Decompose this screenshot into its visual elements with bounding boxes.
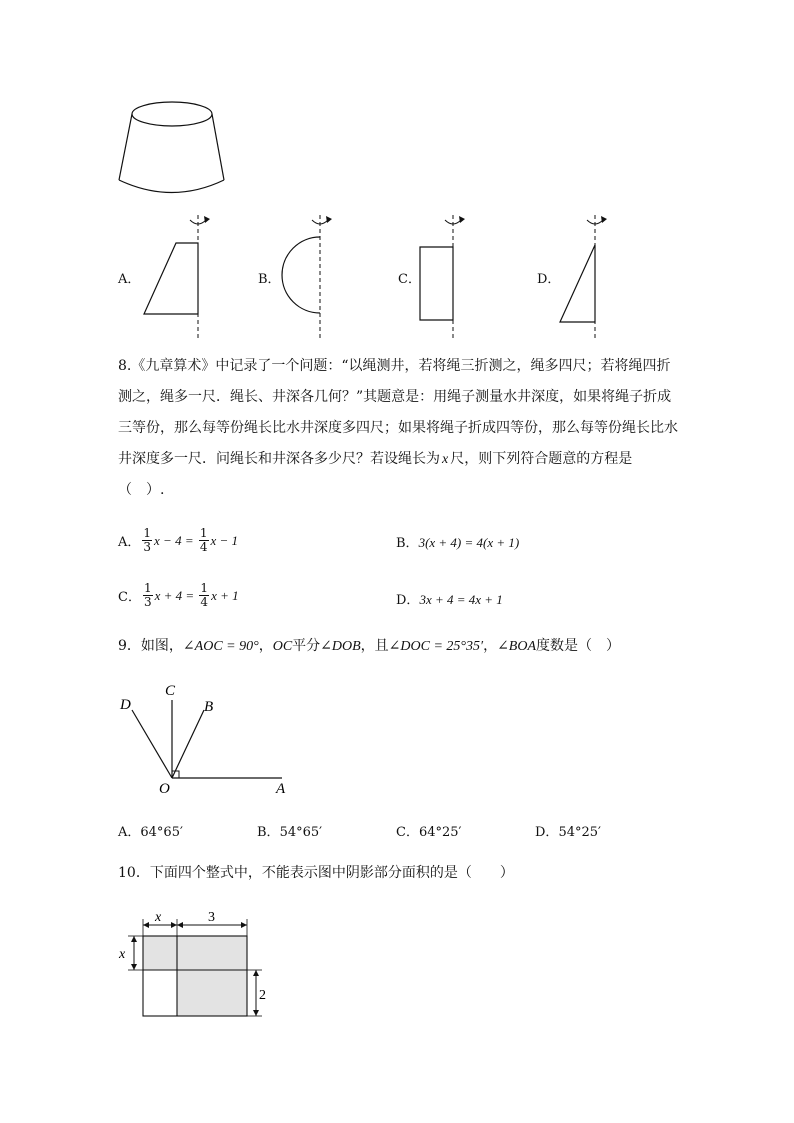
q9-angle-figure — [112, 680, 297, 800]
q9-option-b[interactable] — [257, 821, 322, 840]
q8-line-2: 测之，绳多一尺．绳长、井深各几何？”其题意是：用绳子测量水井深度，如果将绳子折成 — [118, 389, 672, 405]
q8-option-b[interactable] — [396, 532, 519, 551]
q9-stem-e: ， — [483, 638, 498, 654]
q8-option-d-letter: D． — [396, 593, 420, 608]
q9-angle-boa: ∠BOA — [497, 639, 537, 654]
q10-shade-top — [143, 936, 247, 970]
q9-label-c: C — [165, 683, 176, 699]
q9-option-a-letter: A． — [118, 825, 141, 840]
q8-a-frac2-num: 1 — [199, 526, 208, 540]
q7-option-b-label[interactable]: B． — [258, 272, 281, 287]
q8-option-d-expr: 3x + 4 = 4x + 1 — [419, 592, 503, 607]
q8-line-3: 三等份，那么每等份绳长比水井深度多四尺；如果将绳子折成四等份，那么每等份绳长比水 — [118, 420, 678, 436]
q8-c-frac2-num: 1 — [200, 581, 209, 595]
q8-a-post: x − 1 — [210, 532, 239, 548]
q8-c-post: x + 1 — [211, 587, 239, 603]
q8-line-4-a: 井深度多一尺．问绳长和井深各多少尺？若设绳长为 — [118, 451, 440, 467]
q10-area-figure — [112, 905, 277, 1025]
frustum-bottom-arc — [119, 180, 224, 193]
q8-line-1: 8.《九章算术》中记录了一个问题：“以绳测井，若将绳三折测之，绳多四尺；若将绳四折 — [118, 358, 671, 374]
frustum-figure — [110, 95, 235, 200]
q9-option-d[interactable] — [535, 821, 601, 840]
q8-option-c[interactable] — [118, 582, 239, 609]
q9-oc: OC — [272, 639, 293, 654]
q7-option-d-label[interactable]: D． — [537, 272, 561, 287]
q7-option-b-figure[interactable] — [275, 210, 355, 340]
q9-stem-f: 度数是（ ） — [536, 638, 621, 654]
q8-variable-x: x — [442, 452, 449, 467]
q8-c-frac1-num: 1 — [143, 581, 152, 595]
q9-option-d-letter: D． — [535, 825, 559, 840]
q9-label-a: A — [276, 781, 286, 797]
q9-option-b-letter: B． — [257, 825, 280, 840]
q10-stem: 10．下面四个整式中，不能表示图中阴影部分面积的是（ ） — [118, 865, 514, 881]
q8-c-mid: x + 4 = — [154, 587, 198, 603]
frustum-right-edge — [212, 114, 224, 180]
q7-option-c-figure[interactable] — [415, 210, 485, 340]
q8-c-frac2-den: 4 — [200, 595, 209, 609]
q8-a-frac1-den: 3 — [143, 540, 152, 554]
q9-stem — [118, 633, 620, 660]
q10-label-three: 3 — [208, 910, 215, 925]
q8-option-d[interactable] — [396, 589, 503, 608]
q9-angle-dob: ∠DOB — [320, 639, 361, 654]
q9-label-o: O — [159, 781, 170, 797]
q8-option-b-letter: B． — [396, 536, 419, 551]
q10-label-x-top: x — [155, 910, 162, 925]
q8-c-frac1-den: 3 — [143, 595, 152, 609]
q7-option-a-figure[interactable] — [140, 210, 220, 340]
q9-option-c[interactable] — [396, 821, 462, 840]
q8-a-mid: x − 4 = — [154, 532, 197, 548]
q9-option-c-value: 64°25′ — [418, 825, 462, 840]
q9-label-d: D — [120, 697, 131, 713]
q10-label-two: 2 — [259, 988, 266, 1003]
q9-angle-aoc: ∠AOC = 90° — [182, 639, 259, 654]
q9-option-c-letter: C． — [396, 825, 419, 840]
q8-option-a-letter: A． — [118, 535, 141, 550]
q9-option-a[interactable] — [118, 821, 183, 840]
q9-stem-c: 平分 — [292, 638, 321, 654]
q9-angle-doc: ∠DOC = 25°35′ — [388, 639, 484, 654]
q8-option-a[interactable] — [118, 527, 238, 554]
frustum-left-edge — [119, 114, 132, 180]
q8-option-c-letter: C． — [118, 590, 141, 605]
q7-option-a-label[interactable]: A． — [118, 272, 141, 287]
q7-option-d-figure[interactable] — [555, 210, 625, 340]
q9-stem-a: 9．如图， — [118, 638, 183, 654]
q8-option-b-expr: 3(x + 4) = 4(x + 1) — [418, 535, 520, 550]
q8-line-4-b: 尺，则下列符合题意的方程是 — [450, 451, 633, 467]
q7-option-c-label[interactable]: C． — [398, 272, 421, 287]
frustum-top-ellipse — [132, 102, 212, 126]
q8-a-frac1-num: 1 — [143, 526, 152, 540]
q9-option-a-value: 64°65′ — [140, 825, 183, 840]
q9-label-b: B — [204, 699, 214, 715]
q9-stem-d: ，且 — [360, 638, 389, 654]
q8-line-4 — [118, 446, 632, 473]
q10-label-x-left: x — [119, 947, 126, 962]
q9-option-d-value: 54°25′ — [558, 825, 601, 840]
q8-line-5: （ ）. — [118, 482, 165, 498]
q9-option-b-value: 54°65′ — [279, 825, 323, 840]
q9-stem-b: ， — [258, 638, 273, 654]
q8-a-frac2-den: 4 — [199, 540, 208, 554]
q10-shade-bottom-right — [177, 970, 247, 1016]
